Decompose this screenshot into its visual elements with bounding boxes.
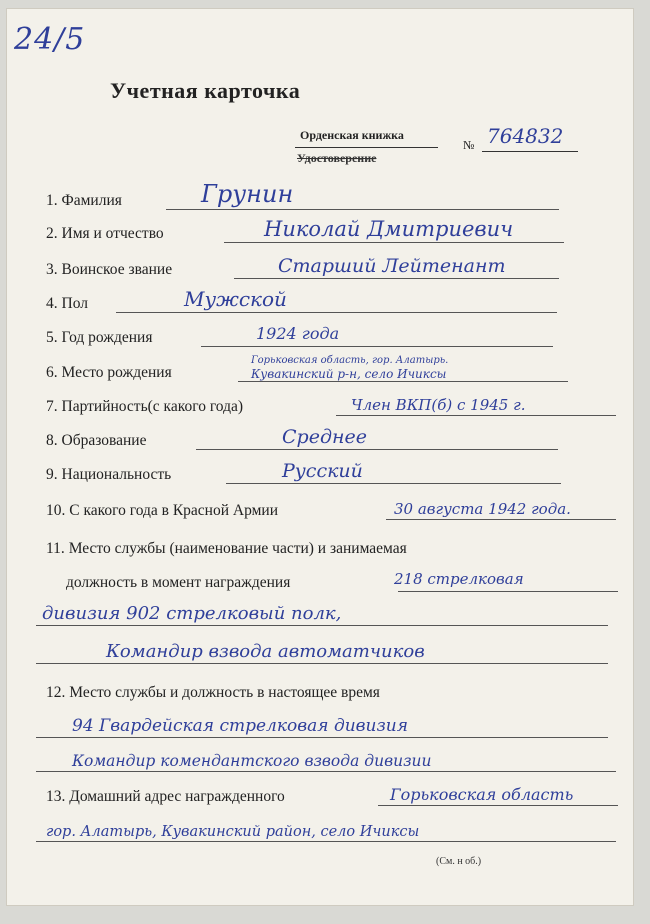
field-value: 1924 года [256,324,340,343]
field-home-address [6,780,634,810]
fill-line [238,381,568,382]
number-underline [482,151,578,152]
field-label: 2. Имя и отчество [46,225,164,242]
fill-line [336,415,616,416]
field-education [6,424,634,454]
field-label: 5. Год рождения [46,329,153,346]
field-label: 10. С какого года в Красной Армии [46,502,279,519]
fill-line [196,449,558,450]
field-value: Среднее [282,426,367,448]
field-value: 94 Гвардейская стрелковая дивизия [72,716,408,736]
field-value-top: Горьковская область, гор. Алатырь. [251,355,449,366]
field-label: 9. Национальность [46,466,172,483]
field-label: 8. Образование [46,432,147,449]
fill-line [116,312,557,313]
field-surname [6,180,634,214]
field-label: 12. Место службы и должность в настоящее время [46,684,380,701]
fill-line [36,841,616,842]
field-value: Николай Дмитриевич [264,217,514,241]
see-reverse-note: (См. н об.) [436,856,482,867]
field-value: Старший Лейтенант [278,255,506,277]
field-birth-year [6,321,634,351]
card-title: Учетная карточка [110,78,301,103]
field-birth-place [6,356,634,386]
certificate-label-struck: Удостоверение [297,151,377,165]
fill-line [36,771,616,772]
fill-line [234,278,559,279]
field-value: Командир взвода автоматчиков [106,641,425,662]
archive-number: 24/5 [14,22,86,57]
field-value: Горьковская область [390,785,574,804]
field-value: 218 стрелковая [394,570,524,588]
field-label: 13. Домашний адрес награжденного [46,788,285,805]
field-service-at-award-line-1 [6,566,634,596]
field-rank [6,253,634,283]
fill-line [36,737,608,738]
field-service-at-award-line-2 [6,600,634,630]
field-party [6,390,634,420]
order-book-label: Орденская книжка [300,128,404,142]
field-value: 30 августа 1942 года. [394,500,571,518]
field-value: Командир комендантского взвода дивизии [72,752,432,770]
fill-line [386,519,616,520]
fill-line [398,591,618,592]
field-value: Член ВКП(б) с 1945 г. [351,396,526,414]
field-current-service-line-2 [6,746,634,776]
field-service-at-award [6,532,634,562]
field-current-service [6,676,634,706]
fill-line [378,805,618,806]
fill-line [224,242,564,243]
field-army-since [6,494,634,524]
field-name-patronymic [6,217,634,247]
fill-line [166,209,559,210]
order-book-number: 764832 [487,124,564,148]
field-home-address-line-2 [6,816,634,846]
field-label-continued: должность в момент награждения [66,574,291,591]
fill-line [226,483,561,484]
field-value: Грунин [201,180,294,208]
field-label: 4. Пол [46,295,88,312]
field-label: 1. Фамилия [46,192,122,209]
field-value: дивизия 902 стрелковый полк, [42,603,342,624]
record-card [6,8,634,906]
field-label: 6. Место рождения [46,364,172,381]
fill-line [36,663,608,664]
field-label: 11. Место службы (наименование части) и занимаемая [46,540,407,557]
number-sign: № [463,138,475,152]
field-label: 3. Воинское звание [46,261,173,278]
field-value: Русский [282,460,363,482]
field-value: Мужской [184,287,287,311]
field-label: 7. Партийность(с какого года) [46,398,244,415]
field-value: гор. Алатырь, Кувакинский район, село Ичиксы [46,824,420,840]
field-nationality [6,458,634,488]
field-service-at-award-line-3 [6,638,634,668]
fill-line [201,346,553,347]
fill-line [36,625,608,626]
label-underline [295,147,438,148]
field-sex [6,287,634,317]
field-value: Кувакинский р-н, село Ичиксы [251,367,447,381]
field-current-service-line-1 [6,712,634,742]
